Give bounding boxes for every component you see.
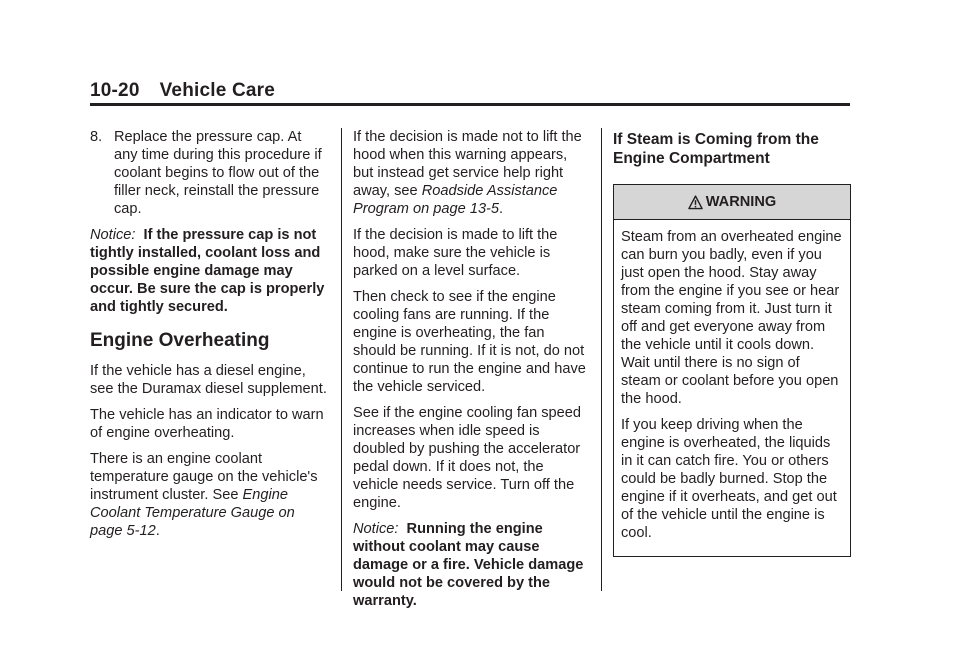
roadside-reference-link[interactable]: Roadside Assistance Program on page 13-5 <box>353 183 558 217</box>
column-divider-1 <box>341 128 342 591</box>
header-rule <box>90 103 850 106</box>
notice-label: Notice: <box>90 227 136 243</box>
warning-paragraph-1: Steam from an overheated engine can burn you badly, even if you just open the hood. Stay away from the engine if you see or hear steam coming from it. Just turn it off and get everyone away from the vehicle until it cools down. Wait until there is no sign of steam or coolant before you open the hood. <box>621 229 842 407</box>
notice-label: Notice: <box>353 521 399 537</box>
roadside-period: . <box>499 201 504 217</box>
paragraph-cooling-fans: Then check to see if the engine cooling fans are running. If the engine is overheating, the fan should be running. If it is not, do not continue to run the engine and have the vehicle serviced. <box>353 289 586 395</box>
gauge-text: There is an engine coolant temperature gauge on the vehicle's instrument cluster. See <box>90 451 318 503</box>
gauge-reference-link[interactable]: Engine Coolant Temperature Gauge on page 5-12 <box>90 487 295 539</box>
notice-text: If the pressure cap is not tightly installed, coolant loss and possible engine damage may occur. Be sure the cap is properly and tightly secured. <box>90 227 325 315</box>
paragraph-roadside <box>353 128 591 218</box>
page-header <box>90 80 275 102</box>
column-2 <box>353 128 591 618</box>
section-heading-engine-overheating: Engine Overheating <box>90 330 270 351</box>
step-number: 8. <box>90 129 103 145</box>
step-text: Replace the pressure cap. At any time during this procedure if coolant begins to flow out of the filler neck, reinstall the pressure cap. <box>114 129 322 217</box>
warning-box <box>613 184 851 557</box>
paragraph-level-surface: If the decision is made to lift the hood, make sure the vehicle is parked on a level surface. <box>353 227 558 279</box>
roadside-text: If the decision is made not to lift the hood when this warning appears, but instead get service help right away, see <box>353 129 582 199</box>
paragraph-diesel: If the vehicle has a diesel engine, see the Duramax diesel supplement. <box>90 363 327 397</box>
chapter-title: Vehicle Care <box>159 80 276 101</box>
section-heading-steam: If Steam is Coming from the Engine Compartment <box>613 131 819 167</box>
column-3 <box>613 128 851 557</box>
gauge-period: . <box>155 523 160 539</box>
paragraph-gauge <box>90 450 328 540</box>
page-number: 10-20 <box>90 80 140 101</box>
notice-coolant <box>353 520 591 610</box>
notice-text: Running the engine without coolant may cause damage or a fire. Vehicle damage would not be covered by the warranty. <box>353 521 584 609</box>
step-8 <box>90 128 328 218</box>
warning-header <box>614 185 850 220</box>
warning-title: WARNING <box>705 194 777 210</box>
warning-triangle-icon <box>688 195 703 210</box>
warning-paragraph-2: If you keep driving when the engine is overheated, the liquids in it can catch fire. You or others could be badly burned. Stop the engine if it overheats, and get out of the vehicle until the engine is cool. <box>621 417 837 541</box>
paragraph-fan-speed: See if the engine cooling fan speed increases when idle speed is doubled by pushing the accelerator pedal down. If it does not, the vehicle needs service. Turn off the engine. <box>353 405 581 511</box>
column-divider-2 <box>601 128 602 591</box>
column-1 <box>90 128 328 548</box>
warning-body <box>614 220 850 556</box>
notice-pressure-cap <box>90 226 328 316</box>
paragraph-indicator: The vehicle has an indicator to warn of engine overheating. <box>90 407 324 441</box>
